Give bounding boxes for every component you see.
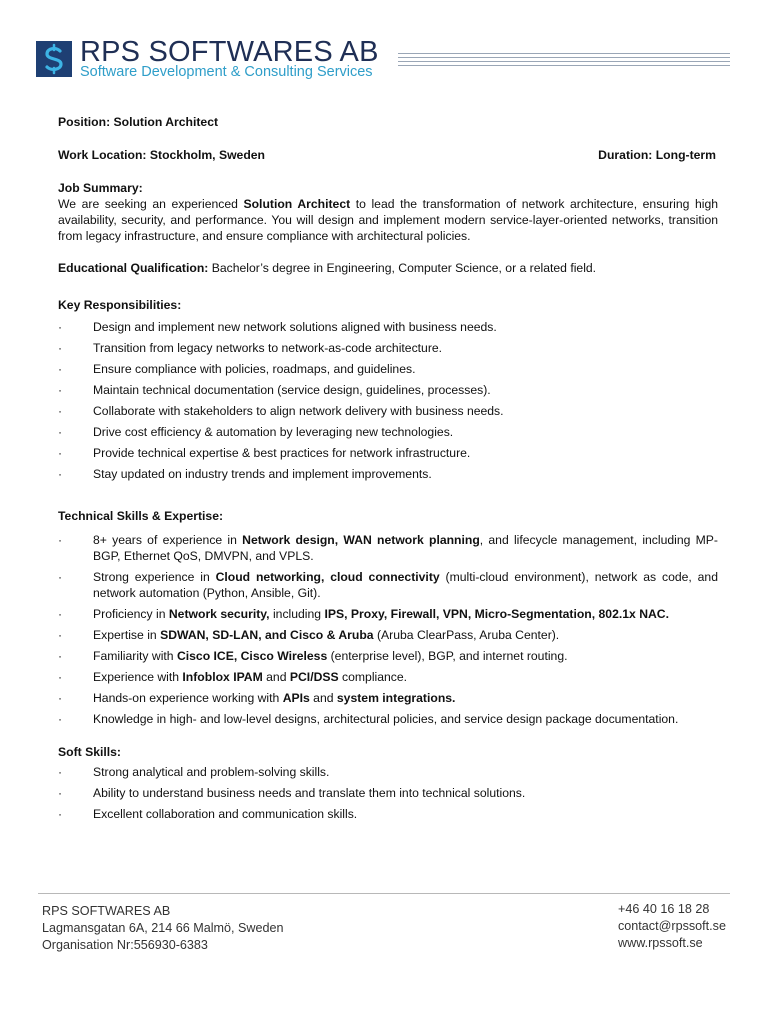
bullet-icon: · [58,765,63,779]
responsibility-item: · Design and implement new network solutions aligned with business needs. [58,320,497,334]
bullet-icon: · [58,628,63,642]
bullet-icon: · [58,383,63,397]
responsibility-item: · Collaborate with stakeholders to align network delivery with business needs. [58,404,504,418]
bullet-icon: · [58,533,63,547]
soft-skill-item: · Ability to understand business needs and translate them into technical solutions. [58,786,526,800]
bullet-icon: · [58,607,63,621]
responsibilities-list [58,319,718,482]
soft-skill-item: · Strong analytical and problem-solving skills. [58,765,330,779]
responsibility-item: · Ensure compliance with policies, roadmaps, and guidelines. [58,362,416,376]
technical-skill-item: · 8+ years of experience in Network design, WAN network planning, and lifecycle management, including MP-BGP, Ethernet QoS, DMVPN, and VPLS. [58,533,718,563]
technical-skill-item: · Strong experience in Cloud networking, cloud connectivity (multi-cloud environment), network as code, and network automation (Python, Ansible, Git). [58,570,718,600]
footer-divider [38,893,730,894]
bullet-icon: · [58,467,63,481]
bullet-icon: · [58,570,63,584]
responsibility-item: · Drive cost efficiency & automation by leveraging new technologies. [58,425,454,439]
bullet-icon: · [58,404,63,418]
technical-skill-item: · Familiarity with Cisco ICE, Cisco Wireless (enterprise level), BGP, and internet routing. [58,649,568,663]
duration: Duration: Long-term [598,148,716,162]
work-location: Work Location: Stockholm, Sweden [58,148,266,162]
bullet-icon: · [58,446,63,460]
bullet-icon: · [58,425,63,439]
soft-skills-heading: Soft Skills: [58,745,121,759]
responsibility-item: · Stay updated on industry trends and implement improvements. [58,467,432,481]
education-line: Educational Qualification: Bachelor’s degree in Engineering, Computer Science, or a related field. [58,261,597,275]
soft-skills-list [58,764,718,822]
footer-company: RPS SOFTWARES AB [42,904,171,918]
responsibility-item: · Provide technical expertise & best practices for network infrastructure. [58,446,471,460]
responsibility-item: · Transition from legacy networks to network-as-code architecture. [58,341,443,355]
footer-address-block [42,903,284,954]
footer-phone: +46 40 16 18 28 [618,902,710,916]
company-tagline: Software Development & Consulting Services [80,64,373,80]
footer-email[interactable]: contact@rpssoft.se [618,919,726,933]
technical-skills-list [58,532,718,727]
rps-logo-icon [36,41,72,77]
header-rule-lines [398,53,730,67]
bullet-icon: · [58,712,63,726]
responsibility-item: · Maintain technical documentation (service design, guidelines, processes). [58,383,491,397]
footer-website[interactable]: www.rpssoft.se [618,936,703,950]
footer-org-number: Organisation Nr:556930-6383 [42,938,208,952]
company-name: RPS SOFTWARES AB [80,36,379,68]
position-line: Position: Solution Architect [58,115,219,129]
bullet-icon: · [58,786,63,800]
technical-skill-item: · Hands-on experience working with APIs and system integrations. [58,691,456,705]
bullet-icon: · [58,362,63,376]
bullet-icon: · [58,670,63,684]
job-summary-heading: Job Summary: [58,181,143,195]
bullet-icon: · [58,691,63,705]
soft-skill-item: · Excellent collaboration and communication skills. [58,807,358,821]
footer-contact-block [618,901,726,952]
responsibilities-heading: Key Responsibilities: [58,298,182,312]
footer-address: Lagmansgatan 6A, 214 66 Malmö, Sweden [42,921,284,935]
letterhead [36,36,730,80]
job-description [58,114,718,827]
technical-skill-item: · Experience with Infoblox IPAM and PCI/DSS compliance. [58,670,408,684]
technical-heading: Technical Skills & Expertise: [58,509,224,523]
bullet-icon: · [58,341,63,355]
location-duration-row [58,147,718,163]
technical-skill-item: · Expertise in SDWAN, SD-LAN, and Cisco & Aruba (Aruba ClearPass, Aruba Center). [58,628,560,642]
bullet-icon: · [58,320,63,334]
job-summary-text: We are seeking an experienced Solution Architect to lead the transformation of network architecture, ensuring high availability, security, and performance. You will design and implement modern service-layer-oriented networks, transition from legacy infrastructure, and ensure compliance with architectural policies. [58,197,719,243]
bullet-icon: · [58,807,63,821]
technical-skill-item: · Proficiency in Network security, including IPS, Proxy, Firewall, VPN, Micro-Segmentation, 802.1x NAC. [58,607,669,621]
bullet-icon: · [58,649,63,663]
technical-skill-item: · Knowledge in high- and low-level designs, architectural policies, and service design package documentation. [58,712,679,726]
